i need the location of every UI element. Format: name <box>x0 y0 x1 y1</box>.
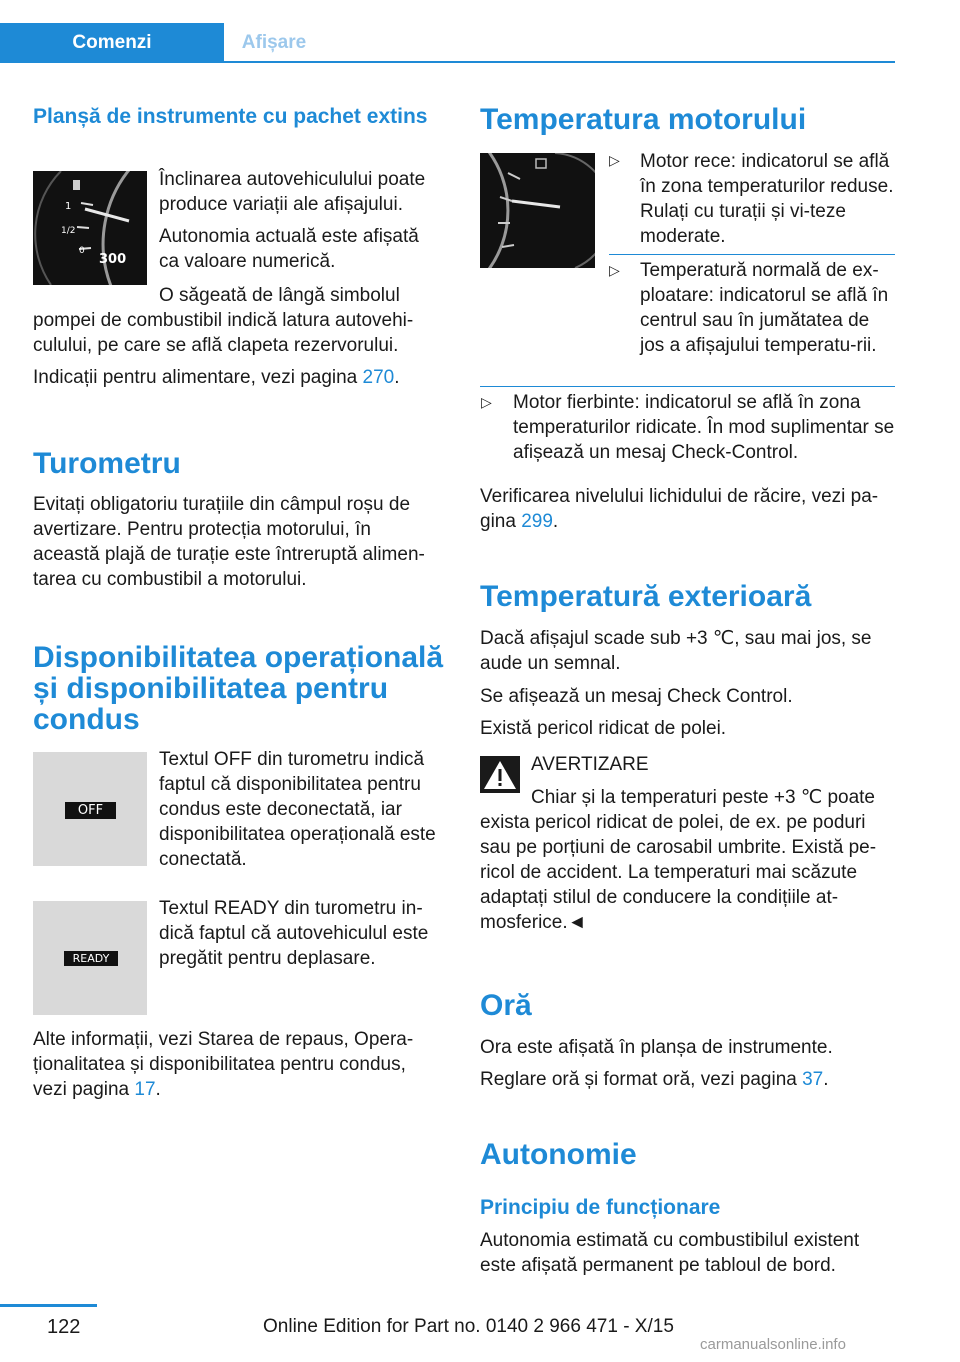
bullet-marker-1: ▷ <box>609 152 620 168</box>
divider <box>480 386 895 387</box>
page-link-270[interactable]: 270 <box>362 367 395 388</box>
warning-body: exista pericol ridicat de polei, de ex. pe poduri sau pe porțiuni de carosabil umbrite. Există pe-ricol de accident. La temperaturi mai scăzute adaptați stilul de conducere la condițiile at-mosferice.◄ <box>480 812 877 933</box>
principiu-paragraph: Autonomia estimată cu combustibilul existent este afișată permanent pe tabloul de bord. <box>480 1230 860 1276</box>
bullet-marker-3: ▷ <box>481 394 492 410</box>
temp-ext-paragraph-2: Se afișează un mesaj Check Control. <box>480 686 793 707</box>
temp-ext-paragraph-3: Există pericol ridicat de polei. <box>480 718 727 739</box>
bullet-hot-engine: Motor fierbinte: indicatorul se află în zona temperaturilor ridicate. În mod suplimentar se afișează un mesaj Check-Control. <box>513 392 895 463</box>
disp-heading-line-2: și disponibilitatea pentru <box>33 672 389 705</box>
watermark: carmanualsonline.info <box>700 1336 846 1353</box>
warning-title: AVERTIZARE <box>531 754 649 775</box>
gauge-label-zero: 0 <box>79 246 85 256</box>
verif-line-2: gina 299. <box>480 511 559 532</box>
alte-line-2: ționalitatea și disponibilitatea pentru condus, <box>33 1054 406 1075</box>
disp-heading-line-3: condus <box>33 703 140 736</box>
alte-line-3: vezi pagina 17. <box>33 1079 161 1100</box>
warning-line-1: Chiar și la temperaturi peste +3 ℃ poate <box>531 787 875 808</box>
turometru-line-3: această plajă de turație este întreruptă alimen- <box>33 544 425 565</box>
tab-comenzi[interactable]: Comenzi <box>0 23 224 61</box>
plansa-paragraph-3c: culului, pe care se află clapeta rezervorului. <box>33 335 399 356</box>
ready-display-image <box>33 901 147 1015</box>
plansa-paragraph-1: Înclinarea autovehiculului poate produce variații ale afișajului. <box>159 169 426 215</box>
page-number: 122 <box>47 1316 81 1338</box>
ready-description: Textul READY din turometru in-dică faptul că autovehiculul este pregătit pentru deplasare. <box>159 898 429 969</box>
ora-paragraph-1: Ora este afișată în planșa de instrumente. <box>480 1037 833 1058</box>
disp-heading-line-1: Disponibilitatea operațională <box>33 641 444 674</box>
plansa-paragraph-4: Indicații pentru alimentare, vezi pagina 270. <box>33 367 400 388</box>
principiu-heading: Principiu de funcționare <box>480 1196 721 1219</box>
footer-rule <box>0 1304 97 1307</box>
ora-paragraph-2: Reglare oră și format oră, vezi pagina 37. <box>480 1069 829 1090</box>
autonomie-heading: Autonomie <box>480 1138 637 1171</box>
warning-triangle-icon <box>480 756 520 793</box>
fuel-gauge-image <box>33 171 147 285</box>
off-description: Textul OFF din turometru indică faptul că disponibilitatea pentru condus este deconectată, iar disponibilitatea operațională este conectată. <box>159 749 436 870</box>
bullet-marker-2: ▷ <box>609 262 620 278</box>
page-link-299[interactable]: 299 <box>521 511 553 532</box>
turometru-line-1: Evitați obligatoriu turațiile din câmpul roșu de <box>33 494 411 515</box>
gauge-label-one: 1 <box>65 201 72 212</box>
plansa-paragraph-3a: O săgeată de lângă simbolul <box>159 285 400 306</box>
off-badge: OFF <box>65 802 116 819</box>
tab-afisare[interactable]: Afișare <box>241 32 307 53</box>
ora-heading: Oră <box>480 989 532 1022</box>
edition-text: Online Edition for Part no. 0140 2 966 471 - X/15 <box>263 1316 674 1337</box>
bullet-normal-temp: Temperatură normală de ex-ploatare: indicatorul se află în centrul sau în jumătatea de jos a afișajului temperatu-rii. <box>640 260 889 356</box>
alte-line-1: Alte informații, vezi Starea de repaus, Opera- <box>33 1029 414 1050</box>
off-display-image <box>33 752 147 866</box>
turometru-line-2: avertizare. Pentru protecția motorului, în <box>33 519 371 540</box>
fuel-gauge-illustration <box>33 171 147 285</box>
temp-gauge-illustration <box>480 153 595 268</box>
page-link-17[interactable]: 17 <box>134 1079 156 1100</box>
verif-line-1: Verificarea nivelului lichidului de răcire, vezi pa- <box>480 486 879 507</box>
bullet-cold-engine: Motor rece: indicatorul se află în zona temperaturilor reduse. Rulați cu turații și vi-teze moderate. <box>640 151 894 247</box>
ready-badge: READY <box>64 951 118 966</box>
divider <box>609 254 895 255</box>
temp-gauge-image <box>480 153 595 268</box>
plansa-paragraph-3b: pompei de combustibil indică latura autovehi- <box>33 310 414 331</box>
turometru-line-4: tarea cu combustibil a motorului. <box>33 569 307 590</box>
plansa-heading: Planșă de instrumente cu pachet extins <box>33 105 428 128</box>
temp-ext-heading: Temperatură exterioară <box>480 580 812 613</box>
plansa-paragraph-2: Autonomia actuală este afișată ca valoare numerică. <box>159 226 419 272</box>
page-link-37[interactable]: 37 <box>802 1069 824 1090</box>
turometru-heading: Turometru <box>33 447 181 480</box>
gauge-label-half: 1/2 <box>61 226 76 236</box>
gauge-range-value: 300 <box>99 252 127 267</box>
header-bar <box>0 23 895 63</box>
temp-ext-paragraph-1: Dacă afișajul scade sub +3 ℃, sau mai jos, se aude un semnal. <box>480 628 872 674</box>
temp-motor-heading: Temperatura motorului <box>480 103 807 136</box>
